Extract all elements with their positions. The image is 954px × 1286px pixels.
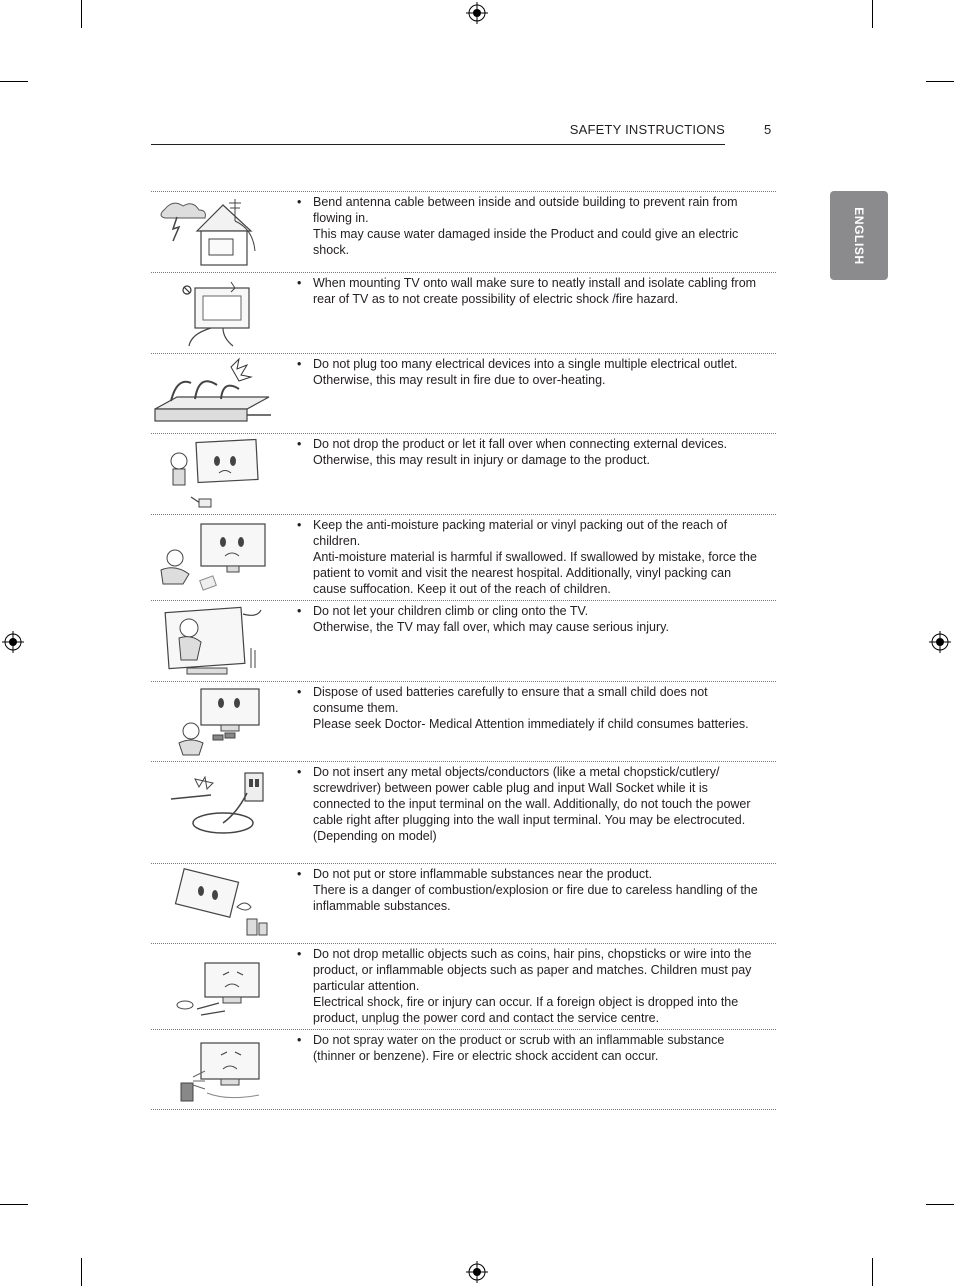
crop-mark	[0, 81, 28, 82]
bullet: •	[297, 867, 302, 881]
language-tab-label: ENGLISH	[852, 206, 866, 265]
section-title: SAFETY INSTRUCTIONS	[569, 122, 725, 137]
crop-mark	[81, 0, 82, 28]
bullet: •	[297, 1033, 302, 1047]
metal-object-socket-icon	[151, 765, 275, 839]
bullet: •	[297, 437, 302, 451]
instruction-paragraph: Otherwise, this may result in fire due to over-heating.	[313, 373, 606, 387]
bullet: •	[297, 518, 302, 532]
instruction-paragraph: Do not spray water on the product or scrub with an inflammable substance (thinner or benzene). Fire or electric shock accident can occur.	[313, 1033, 725, 1063]
crop-mark	[926, 1204, 954, 1205]
list-item	[151, 272, 776, 353]
instruction-paragraph: Do not put or store inflammable substances near the product.	[313, 867, 653, 881]
instruction-text	[297, 866, 761, 914]
list-item	[151, 681, 776, 761]
instruction-text	[297, 603, 761, 635]
child-climbing-tv-icon	[151, 604, 275, 678]
instruction-paragraph: This may cause water damaged inside the Product and could give an electric shock.	[313, 227, 739, 257]
wall-mount-cabling-icon	[151, 276, 275, 350]
bullet: •	[297, 357, 302, 371]
crop-mark	[872, 0, 873, 28]
list-item	[151, 761, 776, 863]
instruction-text	[297, 517, 761, 597]
registration-mark-icon	[929, 631, 951, 653]
bullet: •	[297, 947, 302, 961]
instruction-text	[297, 946, 761, 1026]
instruction-paragraph: Bend antenna cable between inside and outside building to prevent rain from flowing in.	[313, 195, 738, 225]
bullet: •	[297, 685, 302, 699]
instruction-paragraph: There is a danger of combustion/explosion or fire due to careless handling of the inflammable substances.	[313, 883, 758, 913]
instruction-paragraph: Anti-moisture material is harmful if swallowed. If swallowed by mistake, force the patient to vomit and visit the nearest hospital. Additionally, vinyl packing can cause suffocation. Keep it out of the reach of children.	[313, 550, 757, 596]
instruction-text	[297, 436, 761, 468]
safety-instruction-list	[151, 191, 776, 1110]
registration-mark-icon	[2, 631, 24, 653]
instruction-paragraph: Do not drop the product or let it fall over when connecting external devices.	[313, 437, 728, 451]
list-item	[151, 514, 776, 600]
page-number: 5	[764, 122, 772, 137]
instruction-paragraph: Do not insert any metal objects/conductors (like a metal chopstick/cutlery/ screwdriver) between power cable plug and input Wall Socket while it is connected to the input terminal on the wall. Additionally, do not touch the power cable right after plugging into the wall input terminal. You may be electrocuted.	[313, 765, 751, 827]
instruction-text	[297, 684, 761, 732]
overloaded-power-strip-icon	[151, 357, 275, 431]
child-packing-material-icon	[151, 518, 275, 592]
instruction-text	[297, 1032, 761, 1064]
instruction-paragraph: Otherwise, this may result in injury or damage to the product.	[313, 453, 650, 467]
tv-water-spray-icon	[151, 1033, 275, 1107]
instruction-paragraph: Electrical shock, fire or injury can occur. If a foreign object is dropped into the product, unplug the power cord and contact the service centre.	[313, 995, 739, 1025]
tv-metal-objects-icon	[151, 947, 275, 1021]
instruction-paragraph: Do not plug too many electrical devices into a single multiple electrical outlet.	[313, 357, 738, 371]
child-batteries-icon	[151, 685, 275, 759]
registration-mark-icon	[466, 1261, 488, 1283]
list-item	[151, 191, 776, 272]
instruction-paragraph: Do not let your children climb or cling onto the TV.	[313, 604, 589, 618]
bullet: •	[297, 765, 302, 779]
bullet: •	[297, 604, 302, 618]
instruction-paragraph: Do not drop metallic objects such as coins, hair pins, chopsticks or wire into the product, or inflammable objects such as paper and matches. Children must pay particular attention.	[313, 947, 752, 993]
instruction-text	[297, 356, 761, 388]
list-item	[151, 353, 776, 433]
list-item	[151, 863, 776, 943]
list-item	[151, 1029, 776, 1110]
list-item	[151, 943, 776, 1029]
header-rule	[151, 144, 725, 145]
registration-mark-icon	[466, 2, 488, 24]
crop-mark	[81, 1258, 82, 1286]
instruction-paragraph: Please seek Doctor- Medical Attention immediately if child consumes batteries.	[313, 717, 749, 731]
instruction-text	[297, 194, 761, 258]
list-item	[151, 433, 776, 514]
crop-mark	[872, 1258, 873, 1286]
tv-flammable-substances-icon	[151, 867, 275, 941]
crop-mark	[926, 81, 954, 82]
instruction-paragraph: Otherwise, the TV may fall over, which may cause serious injury.	[313, 620, 669, 634]
language-tab	[830, 191, 888, 280]
tv-falling-child-icon	[151, 437, 275, 511]
instruction-paragraph: Dispose of used batteries carefully to ensure that a small child does not consume them.	[313, 685, 708, 715]
instruction-paragraph: (Depending on model)	[313, 829, 437, 843]
instruction-paragraph: Keep the anti-moisture packing material or vinyl packing out of the reach of children.	[313, 518, 728, 548]
list-item	[151, 600, 776, 681]
bullet: •	[297, 195, 302, 209]
crop-mark	[0, 1204, 28, 1205]
bullet: •	[297, 276, 302, 290]
instruction-text	[297, 275, 761, 307]
instruction-text	[297, 764, 761, 844]
antenna-house-lightning-icon	[151, 195, 275, 269]
instruction-paragraph: When mounting TV onto wall make sure to neatly install and isolate cabling from rear of TV as to not create possibility of electric shock /fire hazard.	[313, 276, 757, 306]
